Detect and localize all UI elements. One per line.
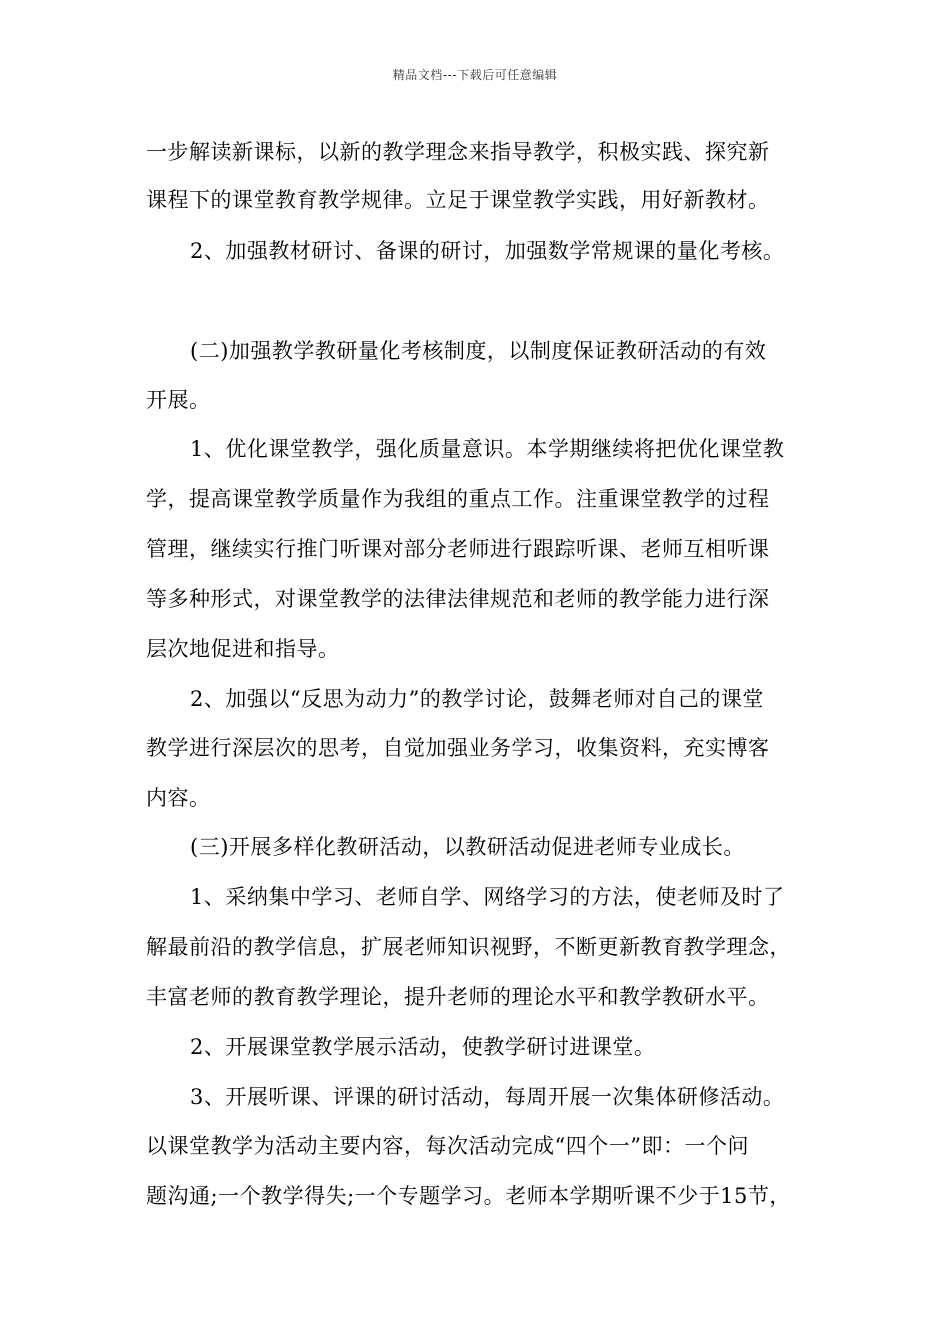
section-heading: (三)开展多样化教研活动，以教研活动促进老师专业成长。 [190, 835, 745, 859]
body-line: 内容。 [146, 786, 211, 810]
body-line: 开展。 [146, 388, 211, 412]
page-header: 精品文档---下载后可任意编辑 [392, 68, 558, 82]
body-line: 2、开展课堂教学展示活动，使教学研讨进课堂。 [190, 1035, 656, 1059]
body-line: 2、加强以“反思为动力”的教学讨论，鼓舞老师对自己的课堂 [190, 687, 764, 711]
body-line: 题沟通;一个教学得失;一个专题学习。老师本学期听课不少于15节， [146, 1184, 791, 1208]
body-line: 2、加强教材研讨、备课的研讨，加强数学常规课的量化考核。 [190, 239, 785, 263]
body-line: 管理，继续实行推门听课对部分老师进行跟踪听课、老师互相听课 [146, 537, 770, 561]
body-line: 解最前沿的教学信息，扩展老师知识视野，不断更新教育教学理念， [146, 935, 791, 959]
body-line: 3、开展听课、评课的研讨活动，每周开展一次集体研修活动。 [190, 1085, 785, 1109]
body-line: 课程下的课堂教育教学规律。立足于课堂教学实践，用好新教材。 [146, 188, 770, 212]
body-line: 学，提高课堂教学质量作为我组的重点工作。注重课堂教学的过程 [146, 487, 770, 511]
body-line: 层次地促进和指导。 [146, 637, 340, 661]
body-line: 以课堂教学为活动主要内容，每次活动完成“四个一”即：一个问 [146, 1134, 749, 1158]
body-line: 1、优化课堂教学，强化质量意识。本学期继续将把优化课堂教 [190, 437, 785, 461]
section-heading: (二)加强教学教研量化考核制度，以制度保证教研活动的有效 [190, 339, 767, 363]
body-line: 等多种形式，对课堂教学的法律法律规范和老师的教学能力进行深 [146, 587, 770, 611]
body-line: 一步解读新课标，以新的教学理念来指导教学，积极实践、探究新 [146, 140, 770, 164]
body-line: 丰富老师的教育教学理论，提升老师的理论水平和教学教研水平。 [146, 985, 770, 1009]
body-line: 教学进行深层次的思考，自觉加强业务学习，收集资料，充实博客 [146, 736, 770, 760]
body-line: 1、采纳集中学习、老师自学、网络学习的方法，使老师及时了 [190, 885, 785, 909]
